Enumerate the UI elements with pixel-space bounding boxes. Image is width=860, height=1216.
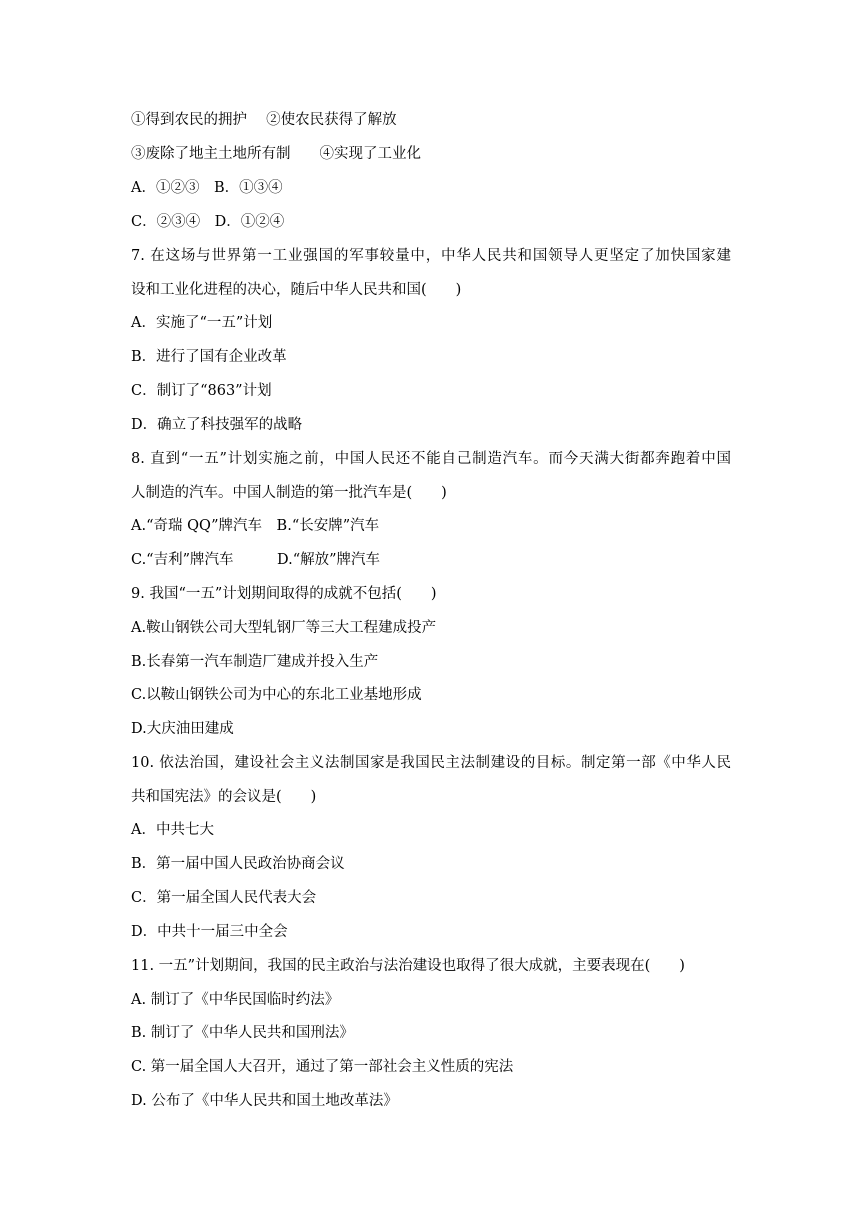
q11-option-d: D. 公布了《中华人民共和国土地改革法》 [131,1093,398,1109]
q9-option-a: A.鞍山钢铁公司大型轧钢厂等三大工程建成投产 [131,620,437,636]
q11-option-a: A. 制订了《中华民国临时约法》 [131,992,340,1008]
q6-option-row-3: A．①②③ B．①③④ [131,180,283,196]
q9-option-b: B.长春第一汽车制造厂建成并投入生产 [131,654,379,670]
q8-stem-line-2: 人制造的汽车。中国人制造的第一批汽车是( ) [131,485,447,501]
q7-option-b: B．进行了国有企业改革 [131,349,287,365]
q6-option-row-2: ③废除了地主土地所有制 ④实现了工业化 [131,146,421,162]
q6-option-row-4: C．②③④ D．①②④ [131,214,285,230]
q11-stem-line-1: 11. 一五”计划期间，我国的民主政治与法治建设也取得了很大成就，主要表现在( ) [131,958,685,974]
q8-option-row-2: C.“吉利”牌汽车 D.“解放”牌汽车 [131,552,381,568]
q9-option-c: C.以鞍山钢铁公司为中心的东北工业基地形成 [131,687,422,703]
q10-option-c: C．第一届全国人民代表大会 [131,890,317,906]
q6-option-row-1: ①得到农民的拥护 ②使农民获得了解放 [131,112,397,128]
q8-stem-line-1: 8. 直到“一五”计划实施之前，中国人民还不能自己制造汽车。而今天满大街都奔跑着中国 [131,451,731,467]
q10-option-d: D．中共十一届三中全会 [131,924,288,940]
q11-option-c: C. 第一届全国人大召开，通过了第一部社会主义性质的宪法 [131,1059,514,1075]
q8-option-row-1: A.“奇瑞 QQ”牌汽车 B.“长安牌”汽车 [131,518,380,534]
q9-stem-line-1: 9. 我国“一五”计划期间取得的成就不包括( ) [131,586,437,602]
q10-option-a: A．中共七大 [131,822,214,838]
q10-option-b: B．第一届中国人民政治协商会议 [131,856,345,872]
q7-option-d: D．确立了科技强军的战略 [131,417,303,433]
q7-stem-line-1: 7. 在这场与世界第一工业强国的军事较量中，中华人民共和国领导人更坚定了加快国家建 [131,248,731,264]
q10-stem-line-2: 共和国宪法》的会议是( ) [131,789,317,805]
q7-stem-line-2: 设和工业化进程的决心，随后中华人民共和国( ) [131,282,462,298]
q11-option-b: B. 制订了《中华人民共和国刑法》 [131,1025,354,1041]
q9-option-d: D.大庆油田建成 [131,721,234,737]
q7-option-a: A．实施了“一五”计划 [131,315,273,331]
q7-option-c: C．制订了“863”计划 [131,383,272,399]
q10-stem-line-1: 10. 依法治国，建设社会主义法制国家是我国民主法制建设的目标。制定第一部《中华人民 [131,755,731,771]
